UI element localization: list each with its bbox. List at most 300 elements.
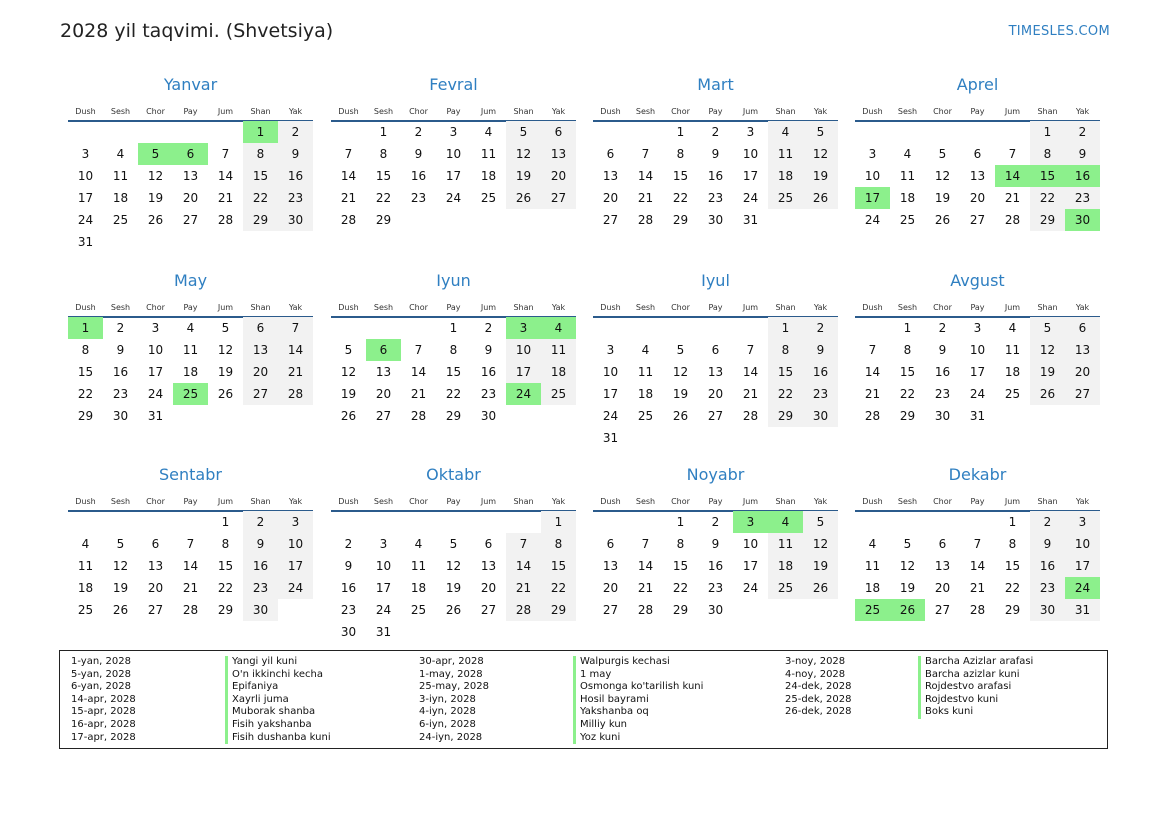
day-cell: 27 <box>147 603 164 617</box>
day-cell: 6 <box>484 537 493 551</box>
day-cell: 14 <box>410 365 427 379</box>
day-cell: 3 <box>379 537 388 551</box>
day-cell: 2 <box>243 511 278 533</box>
legend-holiday-date: 1-may, 2028 <box>419 668 483 680</box>
day-cell: 2 <box>1030 511 1065 533</box>
day-cell: 20 <box>541 165 576 187</box>
day-cell: 9 <box>414 147 423 161</box>
day-cell: 10 <box>969 343 986 357</box>
day-cell: 16 <box>803 361 838 383</box>
day-cell: 26 <box>1030 383 1065 405</box>
day-cell: 8 <box>379 147 388 161</box>
day-cell: 2 <box>116 321 125 335</box>
day-cell: 7 <box>344 147 353 161</box>
day-cell: 19 <box>112 581 129 595</box>
day-cell: 6 <box>938 537 947 551</box>
day-cell: 24 <box>147 387 164 401</box>
day-cell: 5 <box>221 321 230 335</box>
day-cell: 23 <box>112 387 129 401</box>
day-cell: 11 <box>637 365 654 379</box>
day-cell: 19 <box>899 581 916 595</box>
day-cell: 3 <box>746 125 755 139</box>
day-cell: 18 <box>899 191 916 205</box>
weekday-header: Chor <box>146 107 165 116</box>
weekday-header: Sesh <box>897 303 918 312</box>
legend-holiday-name: Xayrli juma <box>225 694 331 707</box>
day-cell: 7 <box>221 147 230 161</box>
day-cell: 21 <box>969 581 986 595</box>
day-cell: 2 <box>344 537 353 551</box>
weekday-header: Sesh <box>635 303 656 312</box>
day-cell: 4 <box>484 125 493 139</box>
day-cell: 4 <box>186 321 195 335</box>
weekday-header: Pay <box>970 303 985 312</box>
day-cell: 12 <box>217 343 234 357</box>
day-cell: 4 <box>768 121 803 143</box>
legend-holiday-name: Osmonga ko'tarilish kuni <box>573 681 703 694</box>
day-cell: 27 <box>182 213 199 227</box>
day-cell: 5 <box>938 147 947 161</box>
day-cell: 12 <box>899 559 916 573</box>
weekday-header: Yak <box>1075 303 1090 312</box>
legend-holiday-date: 25-dek, 2028 <box>785 693 852 705</box>
day-cell: 14 <box>278 339 313 361</box>
day-cell: 18 <box>77 581 94 595</box>
day-cell: 21 <box>217 191 234 205</box>
day-cell: 22 <box>77 387 94 401</box>
holiday-day-cell: 26 <box>890 599 925 621</box>
legend-holiday-name: Milliy kun <box>573 719 703 732</box>
day-cell: 22 <box>375 191 392 205</box>
day-cell: 4 <box>641 343 650 357</box>
holiday-day-cell: 5 <box>138 143 173 165</box>
day-cell: 9 <box>1030 533 1065 555</box>
day-cell: 22 <box>672 581 689 595</box>
day-cell: 11 <box>182 343 199 357</box>
day-cell: 3 <box>449 125 458 139</box>
legend-holiday-date: 24-dek, 2028 <box>785 681 852 693</box>
day-cell: 11 <box>480 147 497 161</box>
day-cell: 19 <box>217 365 234 379</box>
day-cell: 12 <box>340 365 357 379</box>
day-cell: 31 <box>77 235 94 249</box>
day-cell: 23 <box>1030 577 1065 599</box>
month-oktabr <box>331 465 576 655</box>
day-cell: 23 <box>707 191 724 205</box>
weekday-header: Chor <box>409 303 428 312</box>
day-cell: 5 <box>903 537 912 551</box>
day-cell: 27 <box>969 213 986 227</box>
month-dekabr <box>855 465 1100 655</box>
weekday-header: Pay <box>970 497 985 506</box>
weekday-header: Yak <box>288 107 303 116</box>
day-cell: 9 <box>243 533 278 555</box>
legend-holiday-date: 25-may, 2028 <box>419 681 489 693</box>
day-cell: 12 <box>1030 339 1065 361</box>
weekday-header: Chor <box>671 497 690 506</box>
day-cell: 25 <box>768 577 803 599</box>
day-cell: 4 <box>903 147 912 161</box>
day-cell: 24 <box>742 581 759 595</box>
weekday-header: Pay <box>446 303 461 312</box>
day-cell: 4 <box>414 537 423 551</box>
day-cell: 20 <box>147 581 164 595</box>
weekday-header: Dush <box>338 303 359 312</box>
legend-dates-column-3 <box>785 656 851 719</box>
weekday-header: Shan <box>513 303 534 312</box>
day-cell: 17 <box>147 365 164 379</box>
day-cell: 28 <box>742 409 759 423</box>
day-cell: 1 <box>449 321 458 335</box>
day-cell: 9 <box>938 343 947 357</box>
day-cell: 2 <box>711 125 720 139</box>
month-name: Dekabr <box>948 465 1007 484</box>
day-cell: 5 <box>1030 317 1065 339</box>
day-cell: 15 <box>541 555 576 577</box>
day-cell: 14 <box>506 555 541 577</box>
day-cell: 8 <box>676 537 685 551</box>
day-cell: 9 <box>711 147 720 161</box>
day-cell: 29 <box>1004 603 1021 617</box>
day-cell: 25 <box>541 383 576 405</box>
day-cell: 18 <box>1004 365 1021 379</box>
day-cell: 26 <box>672 409 689 423</box>
brand-link[interactable]: TIMESLES.COM <box>1008 24 1110 39</box>
holiday-day-cell: 24 <box>506 383 541 405</box>
month-sentabr <box>68 465 313 655</box>
day-cell: 16 <box>340 581 357 595</box>
weekday-header: Yak <box>288 303 303 312</box>
weekday-header: Jum <box>480 497 497 506</box>
month-name: Mart <box>697 75 734 94</box>
legend-holiday-date: 4-iyn, 2028 <box>419 706 476 718</box>
day-cell: 12 <box>934 169 951 183</box>
day-cell: 18 <box>768 555 803 577</box>
month-iyul <box>593 271 838 461</box>
weekday-header: Shan <box>250 107 271 116</box>
day-cell: 15 <box>445 365 462 379</box>
weekday-header: Shan <box>250 303 271 312</box>
day-cell: 20 <box>602 581 619 595</box>
weekday-header: Chor <box>933 303 952 312</box>
day-cell: 3 <box>278 511 313 533</box>
weekday-header: Shan <box>1037 497 1058 506</box>
day-cell: 24 <box>278 577 313 599</box>
weekday-header: Dush <box>600 303 621 312</box>
day-cell: 23 <box>410 191 427 205</box>
day-cell: 1 <box>903 321 912 335</box>
day-cell: 16 <box>707 169 724 183</box>
weekday-header: Chor <box>146 497 165 506</box>
day-cell: 1 <box>1008 515 1017 529</box>
day-cell: 10 <box>147 343 164 357</box>
day-cell: 26 <box>112 603 129 617</box>
day-cell: 29 <box>672 603 689 617</box>
day-cell: 7 <box>278 317 313 339</box>
day-cell: 18 <box>541 361 576 383</box>
day-cell: 29 <box>375 213 392 227</box>
day-cell: 31 <box>1065 599 1100 621</box>
day-cell: 8 <box>81 343 90 357</box>
legend-dates-column-1 <box>71 656 136 744</box>
day-cell: 14 <box>217 169 234 183</box>
day-cell: 23 <box>707 581 724 595</box>
day-cell: 11 <box>77 559 94 573</box>
day-cell: 24 <box>375 603 392 617</box>
day-cell: 2 <box>803 317 838 339</box>
weekday-header: Yak <box>1075 107 1090 116</box>
weekday-header: Chor <box>409 107 428 116</box>
day-cell: 6 <box>606 537 615 551</box>
day-cell: 15 <box>77 365 94 379</box>
day-cell: 26 <box>803 187 838 209</box>
day-cell: 6 <box>151 537 160 551</box>
holiday-legend <box>59 650 1108 749</box>
month-name: Iyul <box>701 271 730 290</box>
legend-holiday-date: 15-apr, 2028 <box>71 706 136 718</box>
day-cell: 31 <box>602 431 619 445</box>
day-cell: 28 <box>340 213 357 227</box>
day-cell: 11 <box>541 339 576 361</box>
day-cell: 31 <box>742 213 759 227</box>
day-cell: 28 <box>278 383 313 405</box>
day-cell: 16 <box>243 555 278 577</box>
legend-holiday-name: Muborak shanba <box>225 706 331 719</box>
weekday-header: Chor <box>671 303 690 312</box>
legend-holiday-date: 16-apr, 2028 <box>71 718 136 730</box>
day-cell: 20 <box>969 191 986 205</box>
day-cell: 26 <box>445 603 462 617</box>
legend-holiday-name: Walpurgis kechasi <box>573 656 703 669</box>
day-cell: 18 <box>480 169 497 183</box>
weekday-header: Pay <box>708 107 723 116</box>
day-cell: 6 <box>243 317 278 339</box>
day-cell: 2 <box>414 125 423 139</box>
day-cell: 3 <box>1065 511 1100 533</box>
day-cell: 25 <box>637 409 654 423</box>
day-cell: 10 <box>742 147 759 161</box>
day-cell: 27 <box>707 409 724 423</box>
weekday-header: Pay <box>183 107 198 116</box>
day-cell: 12 <box>672 365 689 379</box>
day-cell: 28 <box>217 213 234 227</box>
weekday-header: Dush <box>338 107 359 116</box>
day-cell: 27 <box>375 409 392 423</box>
weekday-header: Dush <box>862 107 883 116</box>
day-cell: 3 <box>151 321 160 335</box>
weekday-header: Pay <box>708 303 723 312</box>
day-cell: 21 <box>506 577 541 599</box>
day-cell: 7 <box>746 343 755 357</box>
weekday-header: Shan <box>250 497 271 506</box>
month-name: May <box>173 271 208 290</box>
holiday-day-cell: 6 <box>173 143 208 165</box>
weekday-header: Pay <box>446 497 461 506</box>
day-cell: 19 <box>934 191 951 205</box>
day-cell: 25 <box>112 213 129 227</box>
day-cell: 27 <box>602 603 619 617</box>
day-cell: 27 <box>602 213 619 227</box>
day-cell: 6 <box>711 343 720 357</box>
legend-holiday-date: 17-apr, 2028 <box>71 731 136 743</box>
day-cell: 13 <box>480 559 497 573</box>
day-cell: 30 <box>934 409 951 423</box>
day-cell: 11 <box>112 169 129 183</box>
weekday-header: Jum <box>480 107 497 116</box>
day-cell: 22 <box>1004 581 1021 595</box>
day-cell: 30 <box>1030 599 1065 621</box>
day-cell: 21 <box>278 361 313 383</box>
weekday-header: Pay <box>446 107 461 116</box>
day-cell: 12 <box>506 143 541 165</box>
legend-holiday-name: Yoz kuni <box>573 732 703 745</box>
month-name: Sentabr <box>159 465 222 484</box>
weekday-header: Jum <box>742 497 759 506</box>
day-cell: 18 <box>637 387 654 401</box>
month-name: Aprel <box>956 75 999 94</box>
day-cell: 23 <box>278 187 313 209</box>
weekday-header: Shan <box>775 497 796 506</box>
day-cell: 30 <box>803 405 838 427</box>
day-cell: 29 <box>1030 209 1065 231</box>
weekday-header: Yak <box>288 497 303 506</box>
day-cell: 25 <box>899 213 916 227</box>
legend-holiday-date: 1-yan, 2028 <box>71 656 131 667</box>
weekday-header: Shan <box>1037 303 1058 312</box>
day-cell: 3 <box>81 147 90 161</box>
day-cell: 4 <box>1008 321 1017 335</box>
legend-dates-column-2 <box>419 656 489 744</box>
day-cell: 13 <box>934 559 951 573</box>
day-cell: 23 <box>480 387 497 401</box>
holiday-day-cell: 3 <box>506 317 541 339</box>
day-cell: 19 <box>672 387 689 401</box>
day-cell: 22 <box>217 581 234 595</box>
legend-holiday-date: 26-dek, 2028 <box>785 706 852 718</box>
day-cell: 1 <box>221 515 230 529</box>
day-cell: 27 <box>541 187 576 209</box>
day-cell: 27 <box>1065 383 1100 405</box>
day-cell: 29 <box>217 603 234 617</box>
legend-holiday-date: 6-iyn, 2028 <box>419 718 476 730</box>
month-name: Oktabr <box>426 465 481 484</box>
day-cell: 30 <box>243 599 278 621</box>
day-cell: 16 <box>410 169 427 183</box>
weekday-header: Jum <box>1004 497 1021 506</box>
holiday-day-cell: 15 <box>1030 165 1065 187</box>
day-cell: 16 <box>480 365 497 379</box>
day-cell: 28 <box>969 603 986 617</box>
day-cell: 21 <box>637 581 654 595</box>
day-cell: 7 <box>186 537 195 551</box>
day-cell: 23 <box>340 603 357 617</box>
day-cell: 5 <box>116 537 125 551</box>
holiday-day-cell: 16 <box>1065 165 1100 187</box>
day-cell: 15 <box>672 169 689 183</box>
day-cell: 28 <box>637 603 654 617</box>
day-cell: 8 <box>243 143 278 165</box>
weekday-header: Yak <box>551 497 566 506</box>
day-cell: 6 <box>973 147 982 161</box>
day-cell: 25 <box>77 603 94 617</box>
day-cell: 28 <box>637 213 654 227</box>
day-cell: 14 <box>637 559 654 573</box>
day-cell: 17 <box>602 387 619 401</box>
day-cell: 14 <box>864 365 881 379</box>
day-cell: 15 <box>672 559 689 573</box>
day-cell: 20 <box>480 581 497 595</box>
day-cell: 12 <box>803 533 838 555</box>
day-cell: 8 <box>1008 537 1017 551</box>
day-cell: 12 <box>112 559 129 573</box>
day-cell: 22 <box>768 383 803 405</box>
weekday-header: Jum <box>217 497 234 506</box>
day-cell: 26 <box>506 187 541 209</box>
month-name: Noyabr <box>686 465 745 484</box>
day-cell: 10 <box>278 533 313 555</box>
legend-holiday-name: Yangi yil kuni <box>225 656 331 669</box>
day-cell: 31 <box>969 409 986 423</box>
day-cell: 1 <box>541 511 576 533</box>
day-cell: 5 <box>449 537 458 551</box>
legend-holiday-name: O'n ikkinchi kecha <box>225 669 331 682</box>
day-cell: 13 <box>1065 339 1100 361</box>
month-avgust <box>855 271 1100 461</box>
day-cell: 14 <box>182 559 199 573</box>
day-cell: 19 <box>147 191 164 205</box>
day-cell: 6 <box>1065 317 1100 339</box>
legend-names-column-1 <box>225 656 331 744</box>
weekday-header: Pay <box>970 107 985 116</box>
weekday-header: Dush <box>862 497 883 506</box>
day-cell: 29 <box>77 409 94 423</box>
day-cell: 15 <box>768 361 803 383</box>
weekday-header: Pay <box>183 497 198 506</box>
day-cell: 14 <box>969 559 986 573</box>
weekday-header: Dush <box>75 303 96 312</box>
weekday-header: Chor <box>933 107 952 116</box>
month-name: Fevral <box>429 75 478 94</box>
weekday-header: Chor <box>671 107 690 116</box>
legend-holiday-name: Hosil bayrami <box>573 694 703 707</box>
month-mart <box>593 75 838 265</box>
legend-holiday-name: Fisih yakshanba <box>225 719 331 732</box>
day-cell: 11 <box>864 559 881 573</box>
day-cell: 17 <box>742 169 759 183</box>
legend-holiday-date: 5-yan, 2028 <box>71 668 131 680</box>
day-cell: 30 <box>707 213 724 227</box>
day-cell: 30 <box>112 409 129 423</box>
day-cell: 8 <box>768 339 803 361</box>
holiday-day-cell: 25 <box>173 383 208 405</box>
day-cell: 28 <box>506 599 541 621</box>
day-cell: 26 <box>217 387 234 401</box>
holiday-day-cell: 4 <box>768 511 803 533</box>
day-cell: 1 <box>768 317 803 339</box>
weekday-header: Pay <box>708 497 723 506</box>
weekday-header: Yak <box>551 107 566 116</box>
legend-holiday-date: 6-yan, 2028 <box>71 681 131 693</box>
day-cell: 8 <box>903 343 912 357</box>
weekday-header: Jum <box>742 107 759 116</box>
day-cell: 1 <box>676 515 685 529</box>
legend-holiday-name: 1 may <box>573 669 703 682</box>
day-cell: 2 <box>938 321 947 335</box>
weekday-header: Dush <box>75 107 96 116</box>
month-noyabr <box>593 465 838 655</box>
day-cell: 11 <box>768 533 803 555</box>
day-cell: 27 <box>243 383 278 405</box>
